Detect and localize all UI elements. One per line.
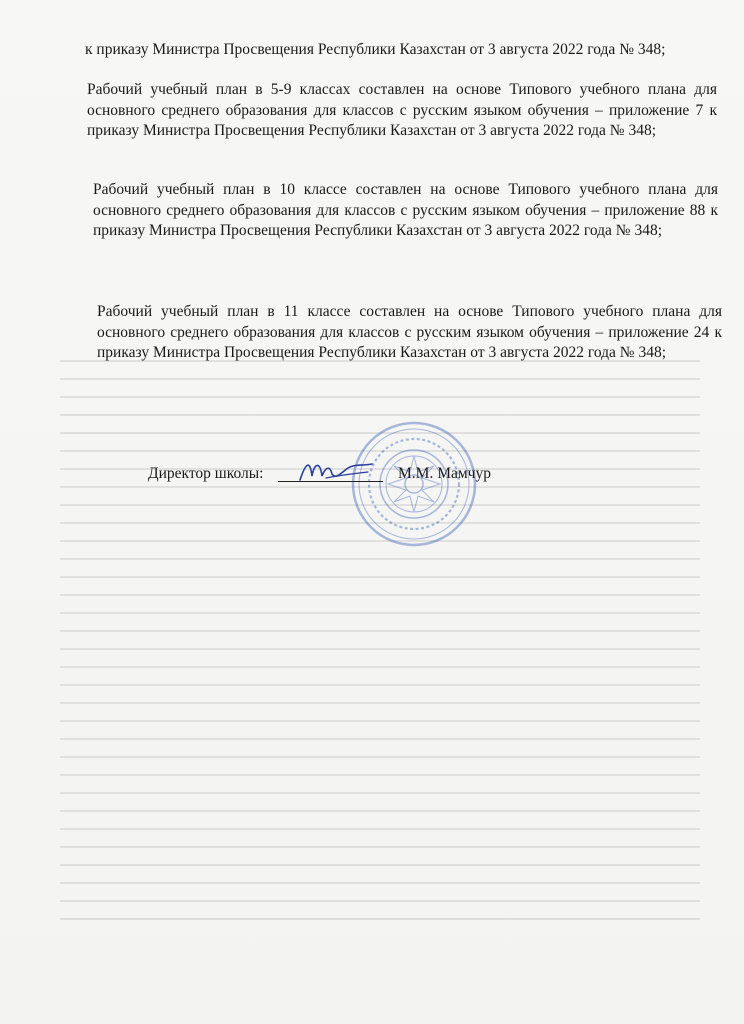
paragraph-grades-5-9: Рабочий учебный план в 5-9 классах составлен на основе Типового учебного плана для основного среднего образования для классов с русским языком обучения – приложение 7 к приказу Министра Просвещения Республики Казахстан от 3 августа 2022 года № 348;	[87, 81, 717, 139]
signature-label: Директор школы:	[148, 465, 264, 482]
director-name: М.М. Мамчур	[398, 465, 491, 482]
paragraph-grade-10: Рабочий учебный план в 10 классе составлен на основе Типового учебного плана для основного среднего образования для классов с русским языком обучения – приложение 88 к приказу Министра Просвещения Республики Казахстан от 3 августа 2022 года № 348;	[93, 181, 718, 239]
paragraph-order-reference: к приказу Министра Просвещения Республики Казахстан от 3 августа 2022 года № 348;	[85, 41, 666, 58]
handwritten-signature	[296, 454, 376, 488]
paragraph-grade-11: Рабочий учебный план в 11 классе составлен на основе Типового учебного плана для основного среднего образования для классов с русским языком обучения – приложение 24 к приказу Министра Просвещения Республики Казахстан от 3 августа 2022 года № 348;	[97, 303, 722, 361]
